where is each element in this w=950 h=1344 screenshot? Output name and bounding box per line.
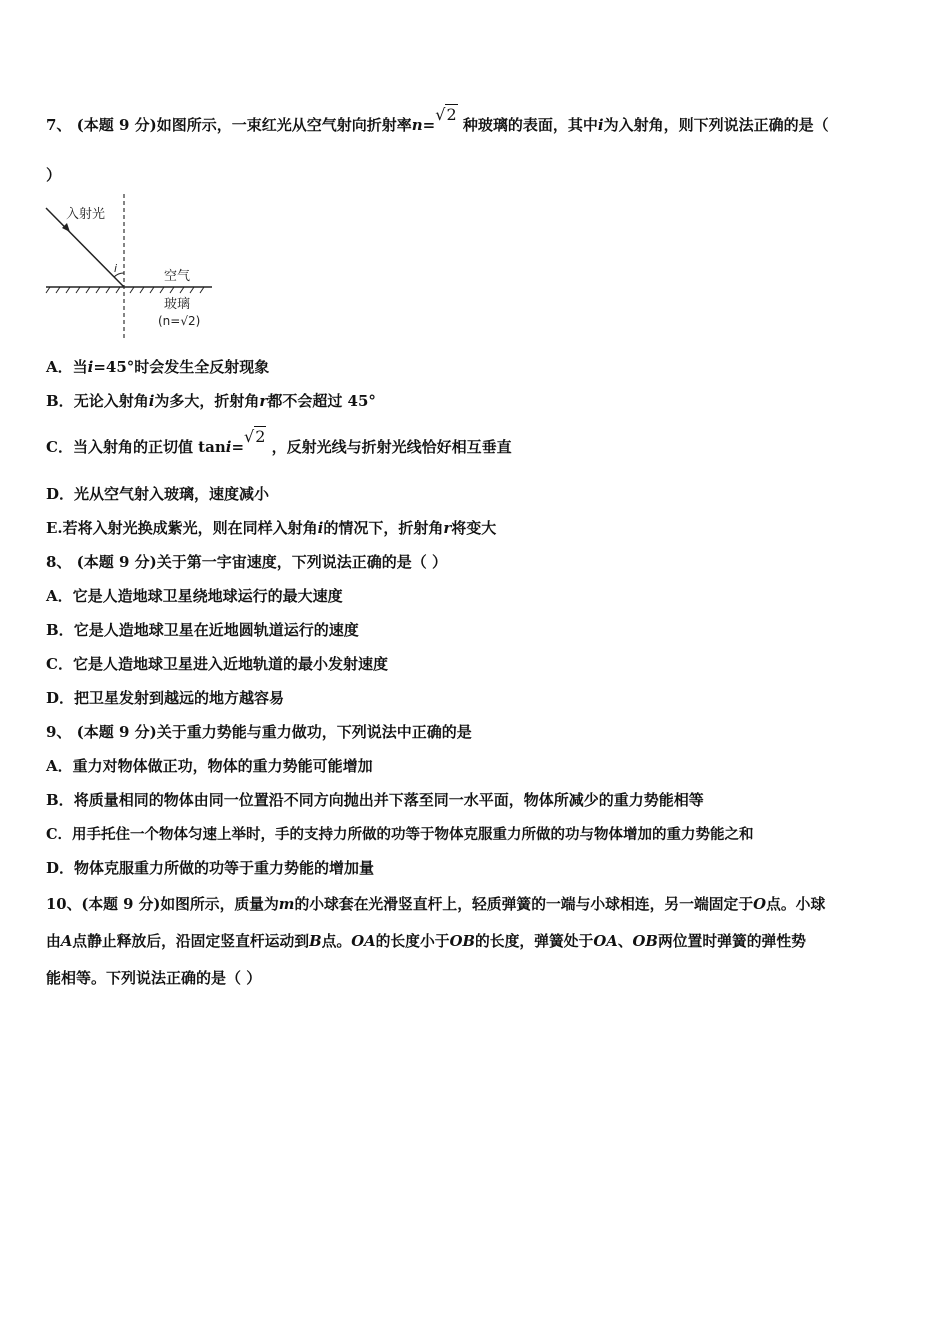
q7-stem-line1 bbox=[46, 105, 829, 135]
q8-option-b: B．它是人造地球卫星在近地圆轨道运行的速度 bbox=[46, 621, 359, 639]
q9-stem: 9、 (本题 9 分)关于重力势能与重力做功，下列说法中正确的是 bbox=[46, 723, 472, 741]
n-label: (n=√2) bbox=[158, 314, 201, 328]
q7-option-d: D．光从空气射入玻璃，速度减小 bbox=[46, 485, 270, 503]
q8-option-c: C．它是人造地球卫星进入近地轨道的最小发射速度 bbox=[46, 655, 388, 673]
q7-i-var: i bbox=[597, 116, 604, 134]
q9-option-c: C．用手托住一个物体匀速上举时，手的支持力所做的功等于物体克服重力所做的功与物体增加的重力势能之和 bbox=[46, 826, 754, 843]
glass-label: 玻璃 bbox=[164, 297, 191, 312]
q7-option-a: A．当i=45°时会发生全反射现象 bbox=[46, 358, 270, 376]
q7-stem-b: 种玻璃的表面，其中 bbox=[462, 116, 598, 134]
q7-stem-a: 如图所示，一束红光从空气射向折射率 bbox=[156, 116, 412, 134]
q7-score: (本题 9 分) bbox=[76, 116, 157, 134]
air-label: 空气 bbox=[164, 269, 191, 284]
incident-label: 入射光 bbox=[66, 207, 106, 222]
q7-option-c: C．当入射角的正切值 tani=√2 ，反射光线与折射光线恰好相互垂直 bbox=[46, 427, 512, 456]
q7-sqrt2: √2 bbox=[435, 105, 457, 124]
q9-option-b: B．将质量相同的物体由同一位置沿不同方向抛出并下落至同一水平面，物体所减少的重力势能相等 bbox=[46, 791, 704, 809]
q8-option-a: A．它是人造地球卫星绕地球运行的最大速度 bbox=[46, 587, 343, 605]
q7-option-e: E.若将入射光换成紫光，则在同样入射角i的情况下，折射角r将变大 bbox=[46, 519, 497, 537]
incident-arrow-icon bbox=[62, 223, 70, 232]
q8-option-d: D．把卫星发射到越远的地方越容易 bbox=[46, 689, 285, 707]
q7-number: 7、 bbox=[46, 116, 72, 134]
hatch-marks bbox=[46, 287, 204, 293]
q7-stem-c: 为入射角，则下列说法正确的是（ bbox=[603, 116, 829, 134]
q9-option-d: D．物体克服重力所做的功等于重力势能的增加量 bbox=[46, 859, 375, 877]
q9-option-a: A．重力对物体做正功，物体的重力势能可能增加 bbox=[46, 757, 373, 775]
q7-c-sqrt2: √2 bbox=[244, 427, 266, 446]
q7-n-var: n bbox=[411, 116, 423, 134]
q10-stem-line3: 能相等。下列说法正确的是（ ） bbox=[46, 969, 262, 987]
angle-label: i bbox=[114, 262, 118, 275]
q7-refraction-figure bbox=[44, 192, 214, 342]
q10-stem-line1: 10、(本题 9 分)如图所示，质量为m的小球套在光滑竖直杆上，轻质弹簧的一端与小球相连，另一端固定于O点。小球 bbox=[46, 896, 826, 913]
q8-stem: 8、 (本题 9 分)关于第一宇宙速度，下列说法正确的是（ ） bbox=[46, 553, 447, 571]
q10-stem-line2: 由A点静止释放后，沿固定竖直杆运动到B点。OA的长度小于OB的长度，弹簧处于OA、OB两位置时弹簧的弹性势 bbox=[46, 933, 806, 950]
q7-eq: = bbox=[422, 116, 436, 134]
q7-stem-close: ） bbox=[46, 166, 62, 184]
q7-option-b: B．无论入射角i为多大，折射角r都不会超过 45° bbox=[46, 392, 376, 410]
